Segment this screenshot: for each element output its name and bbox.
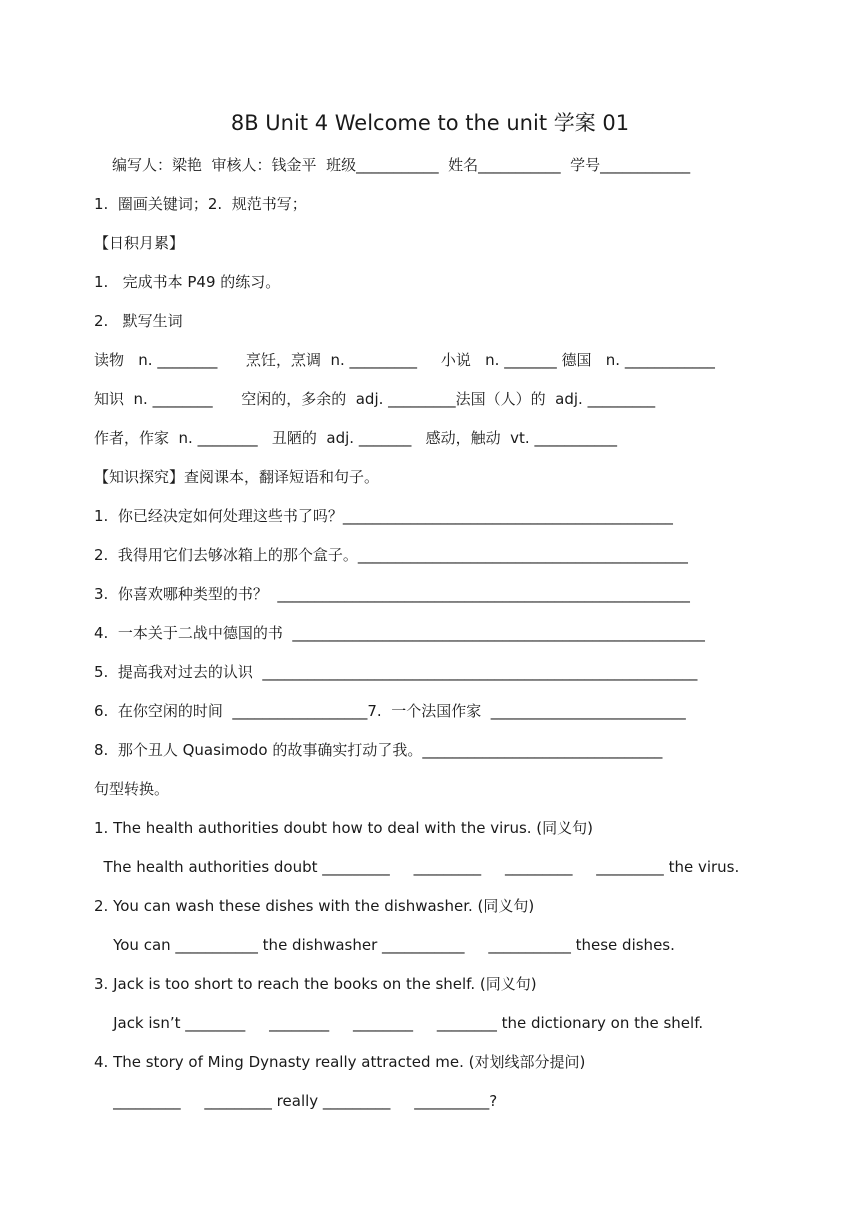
translation-item: 8. 那个丑人 Quasimodo 的故事确实打动了我。________________________________ xyxy=(94,741,663,759)
vocab-row: 读物 n. ________ 烹饪，烹调 n. _________ 小说 n. _______ 德国 n. ____________ xyxy=(94,351,715,369)
translation-item: 1. 你已经决定如何处理这些书了吗？____________________________________________ xyxy=(94,507,673,525)
translation-item: 5. 提高我对过去的认识 __________________________________________________________ xyxy=(94,663,698,681)
transform-item: Jack isn’t ________ ________ ________ ________ the dictionary on the shelf. xyxy=(94,1014,704,1032)
translation-item: 2. 我得用它们去够冰箱上的那个盒子。____________________________________________ xyxy=(94,546,688,564)
transform-item: 2. You can wash these dishes with the dishwasher. (同义句) xyxy=(94,897,535,915)
vocab-row: 知识 n. ________ 空闲的，多余的 adj. _________法国（人）的 adj. _________ xyxy=(94,390,656,408)
translation-item: 3. 你喜欢哪种类型的书？ _______________________________________________________ xyxy=(94,585,690,603)
translation-item: 4. 一本关于二战中德国的书 _______________________________________________________ xyxy=(94,624,705,642)
author-info-line: 编写人：梁艳 审核人：钱金平 班级___________ 姓名___________ 学号____________ xyxy=(112,156,691,174)
task-item: 1. 完成书本 P49 的练习。 xyxy=(94,273,281,291)
study-tips: 1. 圈画关键词；2. 规范书写； xyxy=(94,195,307,213)
section-heading-daily: 【日积月累】 xyxy=(94,234,185,252)
translation-item: 6. 在你空闲的时间 __________________7. 一个法国作家 __________________________ xyxy=(94,702,686,720)
transform-item: 3. Jack is too short to reach the books on the shelf. (同义句) xyxy=(94,975,537,993)
transform-item: _________ _________ really _________ __________? xyxy=(94,1092,498,1110)
task-item: 2. 默写生词 xyxy=(94,312,183,330)
transform-item: The health authorities doubt _________ _________ _________ _________ the virus. xyxy=(94,858,740,876)
page-title: 8B Unit 4 Welcome to the unit 学案 01 xyxy=(230,111,630,135)
section-heading-transform: 句型转换。 xyxy=(94,780,170,798)
section-heading-explore: 【知识探究】查阅课本，翻译短语和句子。 xyxy=(94,468,380,486)
transform-item: You can ___________ the dishwasher ___________ ___________ these dishes. xyxy=(94,936,675,954)
transform-item: 1. The health authorities doubt how to deal with the virus. (同义句) xyxy=(94,819,594,837)
vocab-row: 作者，作家 n. ________ 丑陋的 adj. _______ 感动，触动 vt. ___________ xyxy=(94,429,617,447)
transform-item: 4. The story of Ming Dynasty really attracted me. (对划线部分提问) xyxy=(94,1053,586,1071)
